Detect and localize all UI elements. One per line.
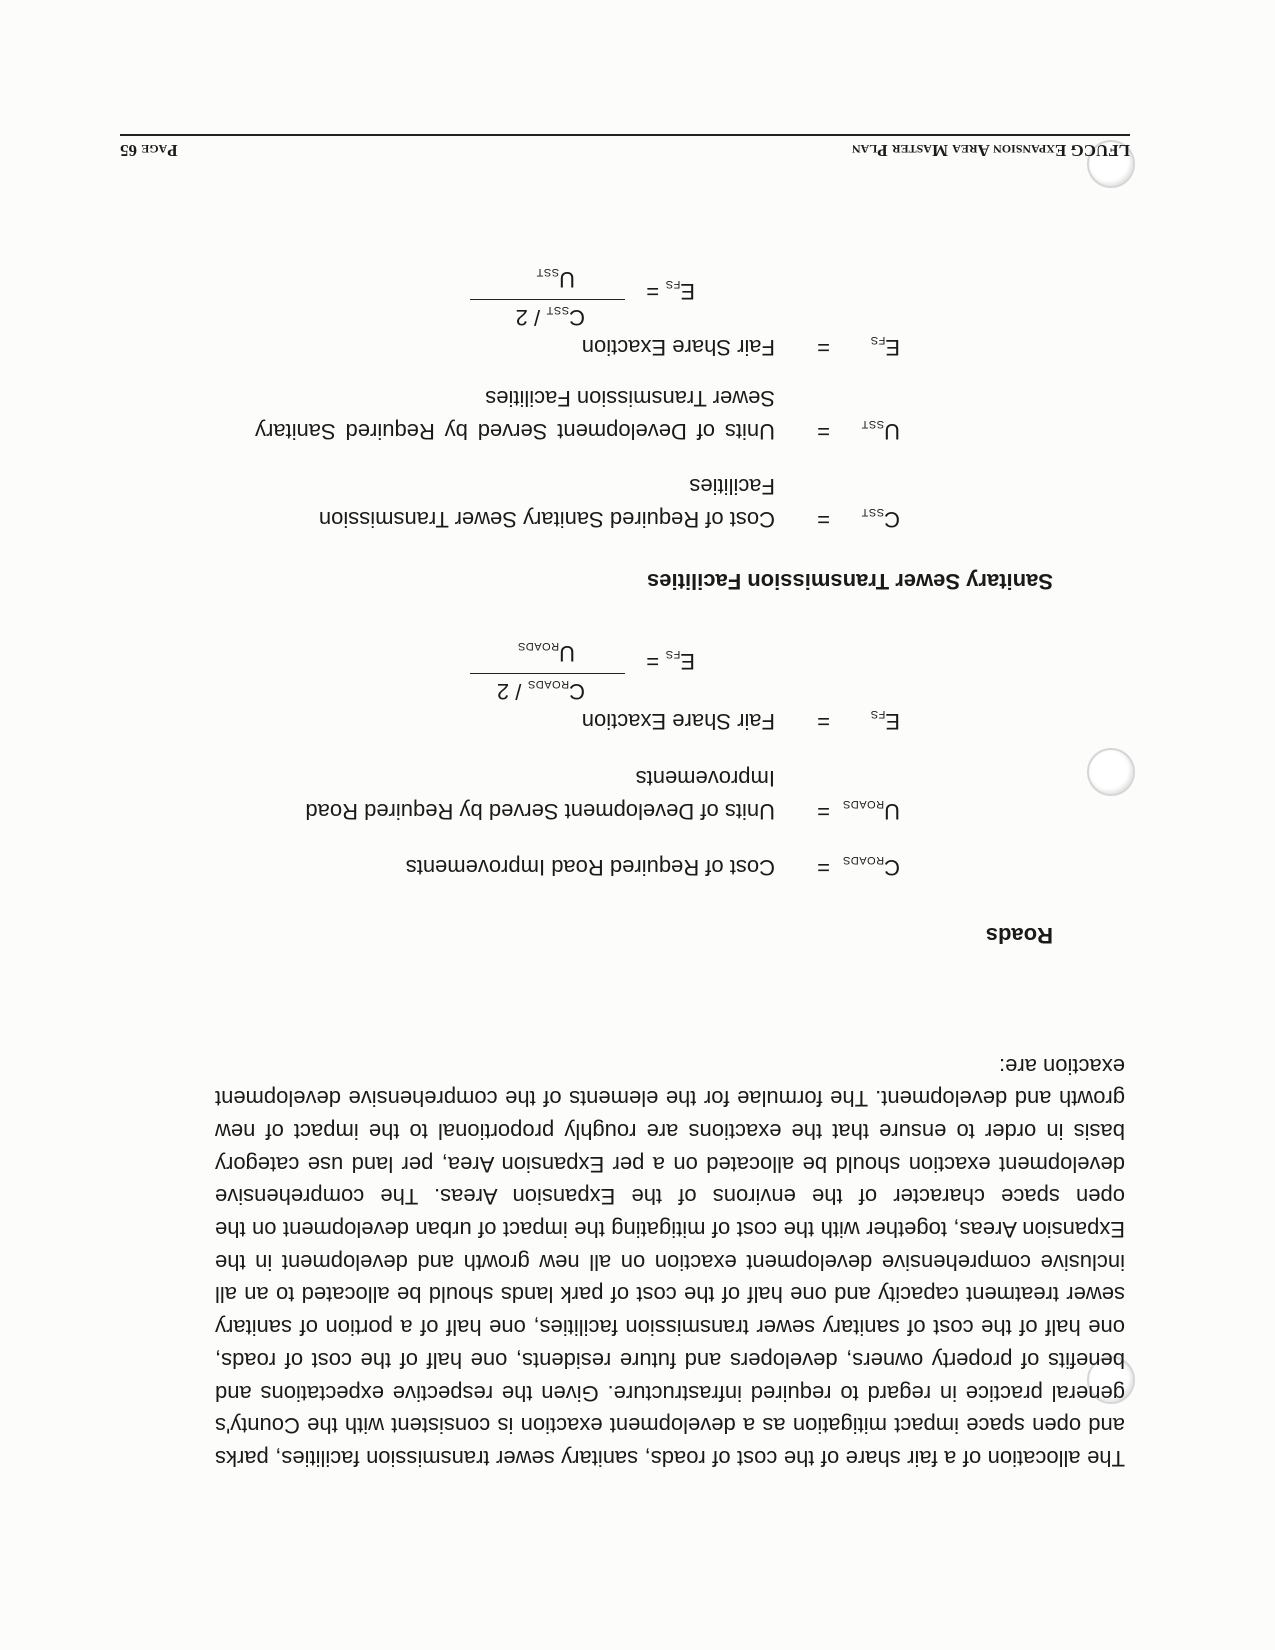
sewer-formula-left-equals: = [646,279,660,304]
roads-heading: Roads [985,923,1053,948]
sewer-exaction-symbol: E [885,335,900,360]
roads-exaction-symbol: E [885,709,900,734]
sewer-exaction-text: Fair Share Exaction [581,335,775,360]
sewer-denominator-symbol: U [559,267,575,292]
sewer-heading: Sanitary Sewer Transmission Facilities [647,569,1053,594]
roads-denominator-subscript: ROADS [517,640,560,652]
roads-units-subscript: ROADS [842,798,885,810]
sewer-denominator-subscript: SST [536,266,560,278]
sewer-fraction-bar [470,299,625,300]
sewer-cost-text: Cost of Required Sanitary Sewer Transmission Facilities [318,474,775,532]
roads-units-symbol: U [884,799,900,824]
roads-denominator-symbol: U [559,641,575,666]
sewer-formula-left-subscript: FS [665,278,681,290]
roads-cost-text: Cost of Required Road Improvements [405,855,775,880]
sewer-exaction-equals: = [817,335,830,360]
roads-fraction-bar [470,673,625,674]
sewer-formula-left [646,278,695,304]
sewer-cost-symbol: C [884,507,900,532]
roads-numerator-divisor: / 2 [496,679,528,704]
sewer-units-equals: = [817,419,830,444]
page-header [120,134,1130,160]
roads-numerator-symbol: C [569,679,585,704]
intro-paragraph: The allocation of a fair share of the cost of roads, sanitary sewer transmission facilities, parks and open space impact mitigation as a development exaction is consistent with the County's general practice in regard to required infrastructure. Given the respective expectations and benefits of property owners, developers and future residents, one half of the cost of roads, one half of the cost of sanitary sewer transmission facilities, one half of a portion of sanitary sewer treatment capacity and one half of the cost of park lands should be allocated to an all inclusive comprehensive development exaction on all new growth and development in the Expansion Areas, together with the cost of mitigating the impact of urban development on the open space character of the environs of the Expansion Areas. The comprehensive development exaction should be allocated on a per Expansion Area, per land use category basis in order to ensure that the exactions are roughly proportional to the impact of new growth and development. The formulae for the elements of the comprehensive development exaction are: [215,1053,1125,1471]
roads-units-text: Units of Development Served by Required Road Improvements [305,766,775,824]
roads-formula-left-equals: = [646,649,660,674]
sewer-numerator-divisor: / 2 [515,305,547,330]
roads-formula-left-symbol: E [680,649,695,674]
roads-exaction-subscript: FS [870,708,886,720]
roads-cost-symbol: C [884,855,900,880]
sewer-formula-left-symbol: E [680,279,695,304]
sewer-numerator-symbol: C [569,305,585,330]
sewer-exaction-subscript: FS [870,334,886,346]
binder-hole-middle [1087,748,1135,796]
page-number: Page 65 [120,141,178,160]
sewer-units-text: Units of Development Served by Required Sanitary Sewer Transmission Facilities [255,386,775,444]
roads-formula-left-subscript: FS [665,648,681,660]
sewer-numerator-subscript: SST [546,304,570,316]
roads-cost-subscript: ROADS [842,854,885,866]
document-title: LFUCG Expansion Area Master Plan [851,141,1130,160]
roads-cost-equals: = [817,855,830,880]
roads-formula-left [646,648,695,674]
sewer-cost-equals: = [817,507,830,532]
roads-exaction-equals: = [817,709,830,734]
roads-exaction-text: Fair Share Exaction [581,709,775,734]
sewer-units-subscript: SST [861,418,885,430]
sewer-cost-subscript: SST [861,506,885,518]
sewer-units-symbol: U [884,419,900,444]
roads-numerator-subscript: ROADS [527,678,570,690]
roads-units-equals: = [817,799,830,824]
